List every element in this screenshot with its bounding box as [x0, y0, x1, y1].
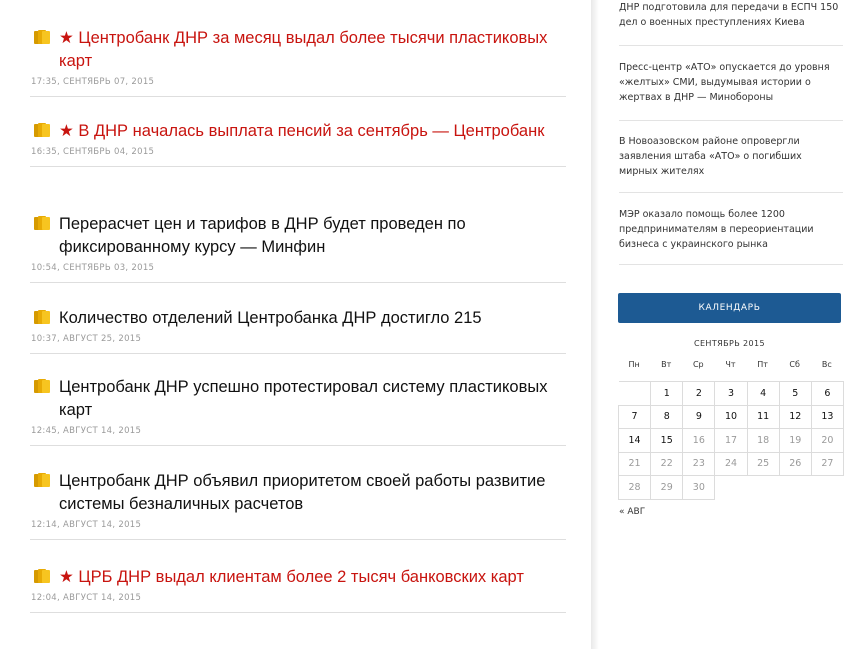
- news-article-title-link[interactable]: ★ ЦРБ ДНР выдал клиентам более 2 тысяч банковских карт: [59, 568, 524, 586]
- news-article-title-link[interactable]: ★ В ДНР началась выплата пенсий за сентябрь — Центробанк: [59, 122, 545, 140]
- news-article: [30, 566, 566, 613]
- calendar-prev-month-link[interactable]: « АВГ: [619, 507, 646, 517]
- calendar-weekday-label: Вс: [821, 360, 832, 369]
- news-article-date: 16:35, СЕНТЯБРЬ 04, 2015: [31, 147, 155, 157]
- calendar-day: 26: [779, 452, 811, 476]
- calendar-day[interactable]: 8: [651, 405, 683, 429]
- calendar-empty-cell: [811, 476, 843, 500]
- sidebar-news-item[interactable]: МЭР оказало помощь более 1200 предпринимателям в переориентации бизнеса с украинского рынка: [619, 209, 814, 250]
- divider: [619, 120, 843, 121]
- calendar-day: 19: [779, 429, 811, 453]
- calendar-day[interactable]: 4: [747, 382, 779, 406]
- calendar-day: 21: [619, 452, 651, 476]
- calendar-day[interactable]: 12: [779, 405, 811, 429]
- calendar-week-row: [619, 476, 844, 500]
- calendar-day[interactable]: 5: [779, 382, 811, 406]
- news-article-date: 12:04, АВГУСТ 14, 2015: [31, 593, 142, 603]
- news-article-date: 12:45, АВГУСТ 14, 2015: [31, 426, 142, 436]
- calendar-day[interactable]: 14: [619, 429, 651, 453]
- calendar-day: 18: [747, 429, 779, 453]
- folder-icon: [34, 216, 50, 230]
- calendar-empty-cell: [747, 476, 779, 500]
- calendar-day[interactable]: 7: [619, 405, 651, 429]
- column-divider: [591, 0, 599, 649]
- news-article-date: 10:37, АВГУСТ 25, 2015: [31, 334, 142, 344]
- calendar-day: 27: [811, 452, 843, 476]
- news-article: [30, 307, 566, 354]
- news-article: [30, 470, 566, 540]
- folder-icon: [34, 569, 50, 583]
- calendar-grid: [618, 381, 844, 500]
- calendar-day: 16: [683, 429, 715, 453]
- news-article-date: 12:14, АВГУСТ 14, 2015: [31, 520, 142, 530]
- calendar-week-row: [619, 429, 844, 453]
- folder-icon: [34, 310, 50, 324]
- calendar-day[interactable]: 15: [651, 429, 683, 453]
- calendar-day: 28: [619, 476, 651, 500]
- calendar-day[interactable]: 1: [651, 382, 683, 406]
- news-article-title-link[interactable]: Количество отделений Центробанка ДНР достигло 215: [59, 309, 482, 327]
- folder-icon: [34, 123, 50, 137]
- calendar-weekday-label: Ср: [692, 360, 704, 369]
- news-article-title-link[interactable]: Перерасчет цен и тарифов в ДНР будет проведен по фиксированному курсу — Минфин: [59, 215, 466, 256]
- calendar-empty-cell: [779, 476, 811, 500]
- sidebar-news-item[interactable]: Пресс-центр «АТО» опускается до уровня «желтых» СМИ, выдумывая истории о жертвах в ДНР — Минобороны: [619, 62, 830, 103]
- calendar-day: 30: [683, 476, 715, 500]
- news-article-title-link[interactable]: ★ Центробанк ДНР за месяц выдал более тысячи пластиковых карт: [59, 29, 548, 70]
- calendar-empty-cell: [619, 382, 651, 406]
- calendar-day: 17: [715, 429, 747, 453]
- news-article-title-link[interactable]: Центробанк ДНР успешно протестировал систему пластиковых карт: [59, 378, 548, 419]
- calendar-day[interactable]: 11: [747, 405, 779, 429]
- news-article: [30, 213, 566, 283]
- calendar-header: КАЛЕНДАРЬ: [618, 293, 841, 323]
- calendar-day[interactable]: 3: [715, 382, 747, 406]
- calendar-day[interactable]: 2: [683, 382, 715, 406]
- calendar-weekday-label: Пн: [628, 360, 640, 369]
- calendar-day: 23: [683, 452, 715, 476]
- news-article-title-link[interactable]: Центробанк ДНР объявил приоритетом своей работы развитие системы безналичных расчетов: [59, 472, 546, 513]
- sidebar-news-item[interactable]: ДНР подготовила для передачи в ЕСПЧ 150 дел о военных преступлениях Киева: [619, 2, 839, 28]
- calendar-month-caption: СЕНТЯБРЬ 2015: [693, 339, 765, 348]
- divider: [619, 45, 843, 46]
- calendar-day[interactable]: 10: [715, 405, 747, 429]
- calendar-day: 29: [651, 476, 683, 500]
- calendar-day: 22: [651, 452, 683, 476]
- news-article: [30, 27, 566, 97]
- calendar-weekday-label: Сб: [789, 360, 800, 369]
- news-article: [30, 120, 566, 167]
- calendar-weekday-label: Чт: [725, 360, 736, 369]
- folder-icon: [34, 473, 50, 487]
- divider: [619, 192, 843, 193]
- sidebar-news-item[interactable]: В Новоазовском районе опровергли заявления штаба «АТО» о погибших мирных жителях: [619, 136, 802, 177]
- folder-icon: [34, 30, 50, 44]
- calendar-week-row: [619, 452, 844, 476]
- calendar-weekday-label: Пт: [757, 360, 768, 369]
- calendar-week-row: [619, 382, 844, 406]
- calendar-weekdays: [618, 360, 843, 374]
- calendar-day: 20: [811, 429, 843, 453]
- calendar-day[interactable]: 13: [811, 405, 843, 429]
- calendar-day[interactable]: 9: [683, 405, 715, 429]
- news-article-date: 10:54, СЕНТЯБРЬ 03, 2015: [31, 263, 155, 273]
- divider: [619, 264, 843, 265]
- calendar-weekday-label: Вт: [661, 360, 672, 369]
- calendar-day: 25: [747, 452, 779, 476]
- calendar-day[interactable]: 6: [811, 382, 843, 406]
- calendar-day: 24: [715, 452, 747, 476]
- calendar-empty-cell: [715, 476, 747, 500]
- news-article: [30, 376, 566, 446]
- sidebar: [599, 0, 859, 649]
- folder-icon: [34, 379, 50, 393]
- calendar-week-row: [619, 405, 844, 429]
- news-article-date: 17:35, СЕНТЯБРЬ 07, 2015: [31, 77, 155, 87]
